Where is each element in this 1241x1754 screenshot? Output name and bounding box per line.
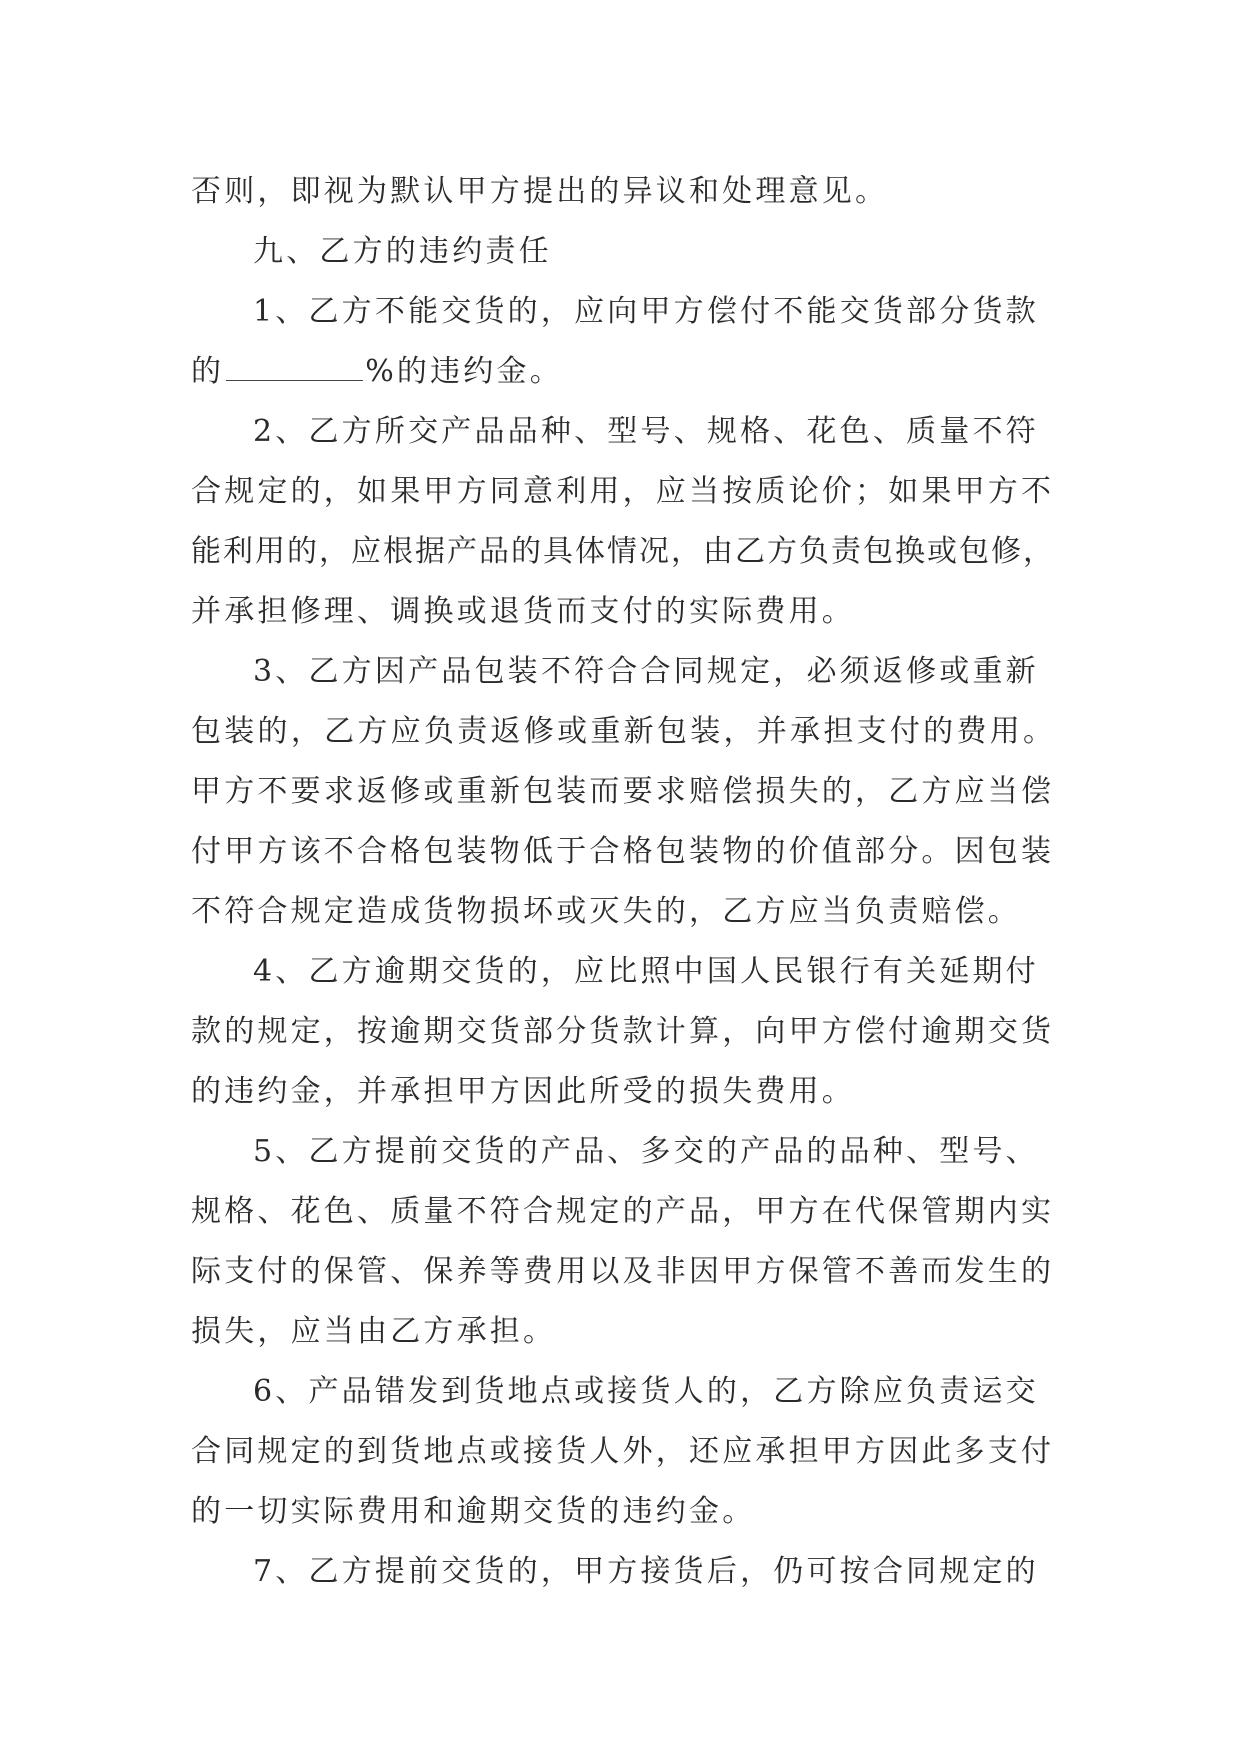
document-body: [191, 162, 1053, 1602]
paragraph-line: 6、产品错发到货地点或接货人的，乙方除应负责运交: [253, 1374, 1039, 1409]
paragraph-line: 包装的，乙方应负责返修或重新包装，并承担支付的费用。: [191, 714, 1053, 749]
section-heading: 九、乙方的违约责任: [253, 234, 552, 269]
paragraph-line: 合同规定的到货地点或接货人外，还应承担甲方因此多支付: [191, 1434, 1055, 1469]
paragraph-line: 甲方不要求返修或重新包装而要求赔偿损失的，乙方应当偿: [191, 774, 1055, 809]
paragraph-line: 规格、花色、质量不符合规定的产品，甲方在代保管期内实: [191, 1194, 1055, 1229]
paragraph-line: 损失，应当由乙方承担。: [191, 1314, 557, 1349]
paragraph-line: 5、乙方提前交货的产品、多交的产品的品种、型号、: [253, 1134, 1039, 1169]
paragraph-line: 合规定的，如果甲方同意利用，应当按质论价；如果甲方不: [191, 474, 1055, 509]
text-fragment: 的: [191, 354, 225, 389]
paragraph-line: 4、乙方逾期交货的，应比照中国人民银行有关延期付: [253, 954, 1039, 989]
paragraph-line: 并承担修理、调换或退货而支付的实际费用。: [191, 594, 855, 629]
paragraph-line: 否则，即视为默认甲方提出的异议和处理意见。: [191, 174, 889, 209]
paragraph-line: 2、乙方所交产品品种、型号、规格、花色、质量不符: [253, 414, 1039, 449]
paragraph-line: 7、乙方提前交货的，甲方接货后，仍可按合同规定的: [253, 1554, 1039, 1589]
paragraph-line: 际支付的保管、保养等费用以及非因甲方保管不善而发生的: [191, 1254, 1055, 1289]
paragraph-line: 的违约金，并承担甲方因此所受的损失费用。: [191, 1074, 855, 1109]
text-fragment: %的违约金。: [365, 354, 563, 389]
paragraph-line-with-blank: [191, 342, 1053, 402]
paragraph-line: 款的规定，按逾期交货部分货款计算，向甲方偿付逾期交货: [191, 1014, 1055, 1049]
paragraph-line: 能利用的，应根据产品的具体情况，由乙方负责包换或包修，: [191, 534, 1053, 569]
paragraph-line: 3、乙方因产品包装不符合合同规定，必须返修或重新: [253, 654, 1039, 689]
fill-in-blank: [226, 354, 363, 381]
paragraph-line: 不符合规定造成货物损坏或灭失的，乙方应当负责赔偿。: [191, 894, 1021, 929]
paragraph-line: 的一切实际费用和逾期交货的违约金。: [191, 1494, 756, 1529]
paragraph-line: 1、乙方不能交货的，应向甲方偿付不能交货部分货款: [253, 294, 1039, 329]
paragraph-line: 付甲方该不合格包装物低于合格包装物的价值部分。因包装: [191, 834, 1055, 869]
